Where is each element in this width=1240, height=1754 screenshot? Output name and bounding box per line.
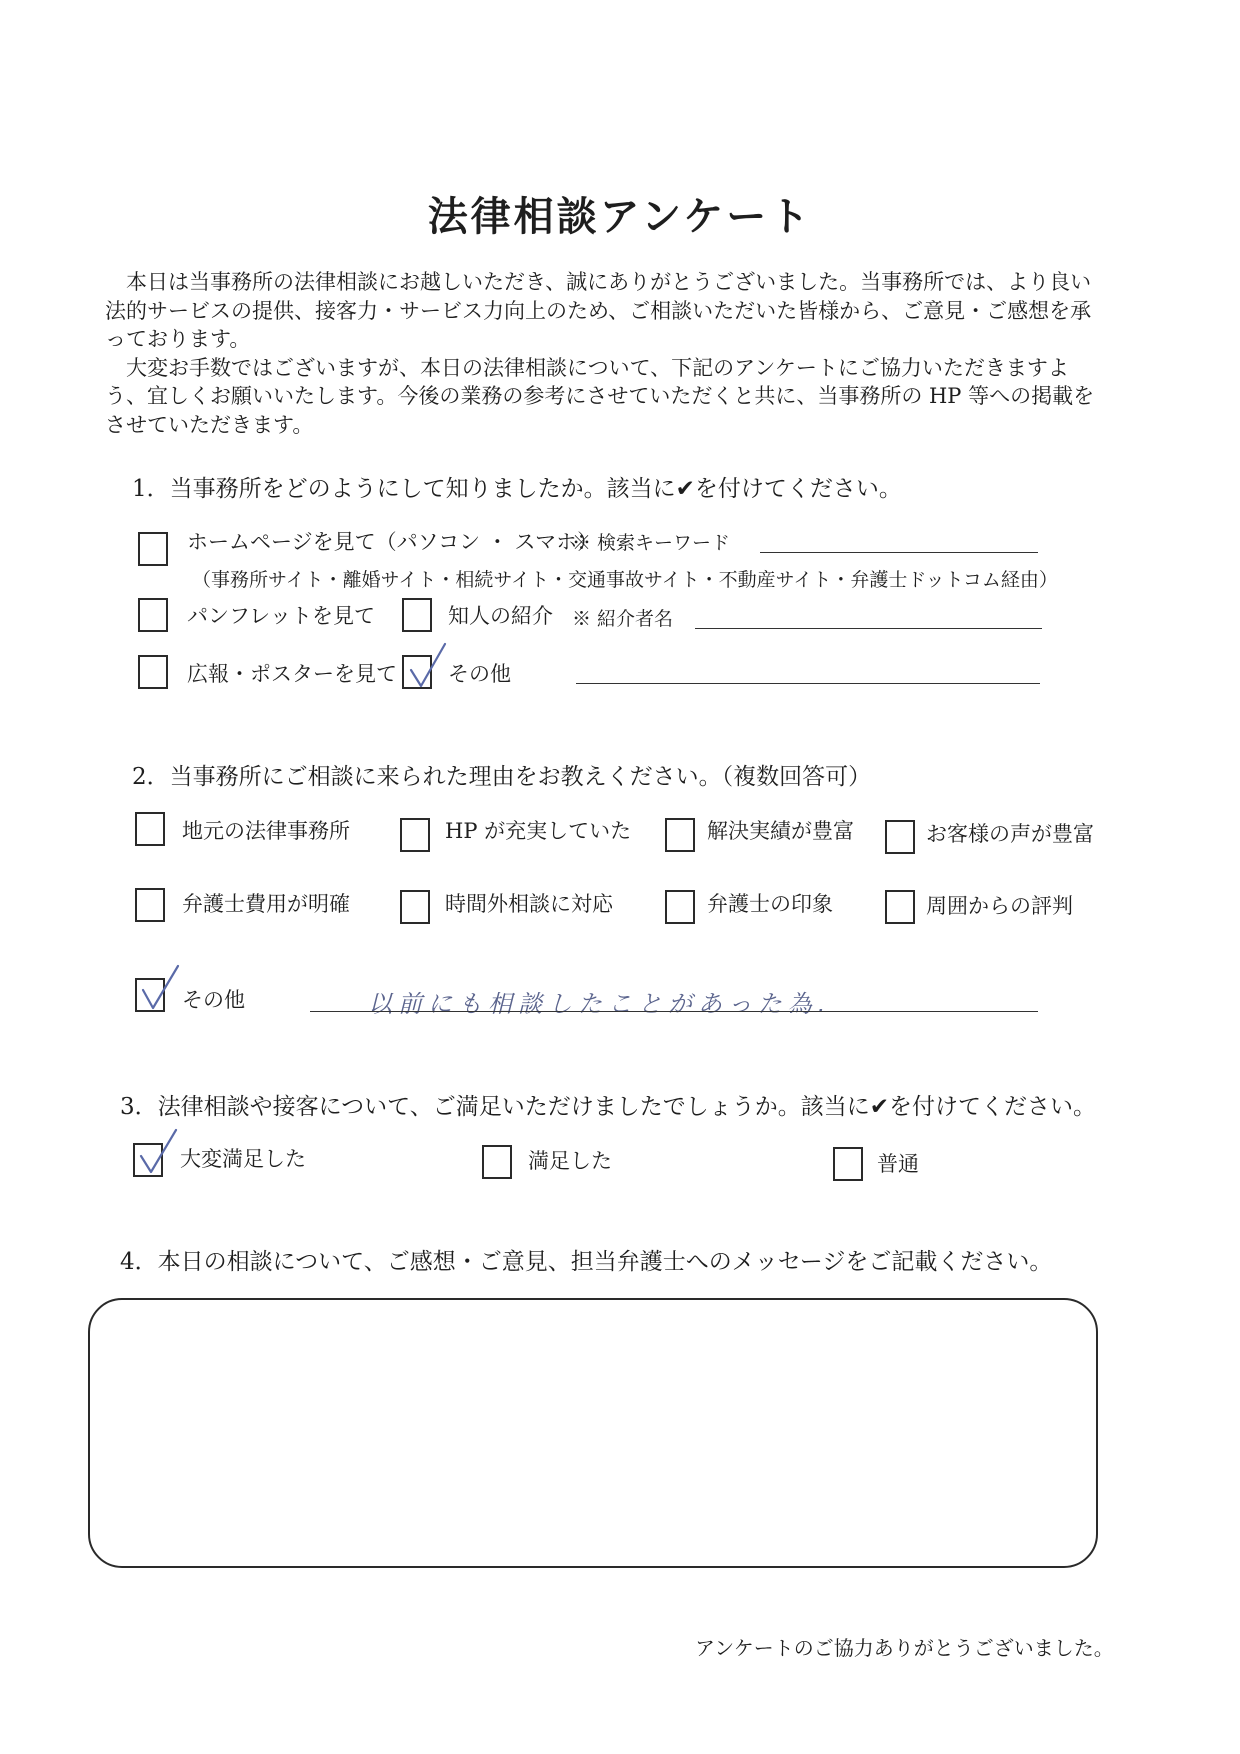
checkbox-hp-rich[interactable] (400, 818, 430, 852)
checkbox-satisfied[interactable] (482, 1145, 512, 1179)
footer-thanks: アンケートのご協力ありがとうございました。 (695, 1636, 1114, 1660)
label-very-satisfied: 大変満足した (180, 1147, 306, 1171)
checkbox-clear-fees[interactable] (135, 888, 165, 922)
checkbox-customer-voices[interactable] (885, 820, 915, 854)
label-reputation: 周囲からの評判 (926, 894, 1073, 918)
checkbox-normal[interactable] (833, 1147, 863, 1181)
label-normal: 普通 (877, 1152, 919, 1176)
question-2: 2．当事務所にご相談に来られた理由をお教えください。（複数回答可） (132, 764, 872, 790)
label-hp-rich: HP が充実していた (445, 819, 632, 843)
checkbox-reputation[interactable] (885, 890, 915, 924)
checkbox-pamphlet[interactable] (138, 598, 168, 632)
question-4: 4．本日の相談について、ご感想・ご意見、担当弁護士へのメッセージをご記載ください。 (120, 1249, 1053, 1275)
referrer-note: ※ 紹介者名 (572, 608, 674, 630)
check-mark-icon (138, 962, 184, 1014)
comment-textarea[interactable] (88, 1298, 1098, 1568)
question-3: 3．法律相談や接客について、ご満足いただけましたでしょうか。該当に✔を付けてください。 (120, 1094, 1096, 1120)
keyword-line[interactable] (760, 552, 1038, 553)
label-lawyer-impression: 弁護士の印象 (707, 892, 833, 916)
referrer-line[interactable] (695, 628, 1042, 629)
page-title: 法律相談アンケート (427, 194, 813, 240)
intro-paragraph-2: 大変お手数ではございますが、本日の法律相談について、下記のアンケートにご協力いただきますよう、宜しくお願いいたします。今後の業務の参考にさせていただくと共に、当事務所の HP 等への掲載をさせていただきます。 (105, 355, 1095, 437)
checkbox-referral[interactable] (402, 598, 432, 632)
checkbox-poster[interactable] (138, 655, 168, 689)
q1-other-line[interactable] (576, 683, 1040, 684)
check-mark-icon (405, 640, 451, 692)
label-homepage-sub: （事務所サイト・離婚サイト・相続サイト・交通事故サイト・不動産サイト・弁護士ドットコム経由） (192, 569, 1058, 591)
label-local-office: 地元の法律事務所 (182, 819, 350, 843)
q2-other-handwritten-answer: 以前にも相談したことがあった為. (368, 990, 832, 1018)
checkbox-homepage[interactable] (138, 532, 168, 566)
label-clear-fees: 弁護士費用が明確 (182, 892, 350, 916)
checkbox-after-hours[interactable] (400, 890, 430, 924)
label-q2-other: その他 (182, 988, 245, 1012)
q2-other-line[interactable] (310, 1011, 1038, 1012)
checkbox-track-record[interactable] (665, 818, 695, 852)
keyword-note: ※ 検索キーワード (572, 532, 731, 554)
question-1: 1．当事務所をどのようにして知りましたか。該当に✔を付けてください。 (132, 476, 902, 502)
label-q1-other: その他 (448, 662, 511, 686)
label-referral: 知人の紹介 (448, 604, 553, 628)
intro-text (105, 268, 1105, 439)
check-mark-icon (136, 1126, 182, 1178)
label-track-record: 解決実績が豊富 (707, 819, 854, 843)
label-after-hours: 時間外相談に対応 (445, 892, 613, 916)
label-customer-voices: お客様の声が豊富 (926, 822, 1094, 846)
intro-paragraph-1: 本日は当事務所の法律相談にお越しいただき、誠にありがとうございました。当事務所では、より良い法的サービスの提供、接客力・サービス力向上のため、ご相談いただいた皆様から、ご意見・ご感想を承っております。 (105, 270, 1092, 351)
label-satisfied: 満足した (528, 1149, 612, 1173)
label-pamphlet: パンフレットを見て (187, 604, 375, 628)
label-homepage: ホームページを見て（パソコン ・ スマホ） (187, 530, 599, 554)
label-poster: 広報・ポスターを見て (187, 662, 397, 686)
checkbox-local-office[interactable] (135, 812, 165, 846)
checkbox-lawyer-impression[interactable] (665, 890, 695, 924)
